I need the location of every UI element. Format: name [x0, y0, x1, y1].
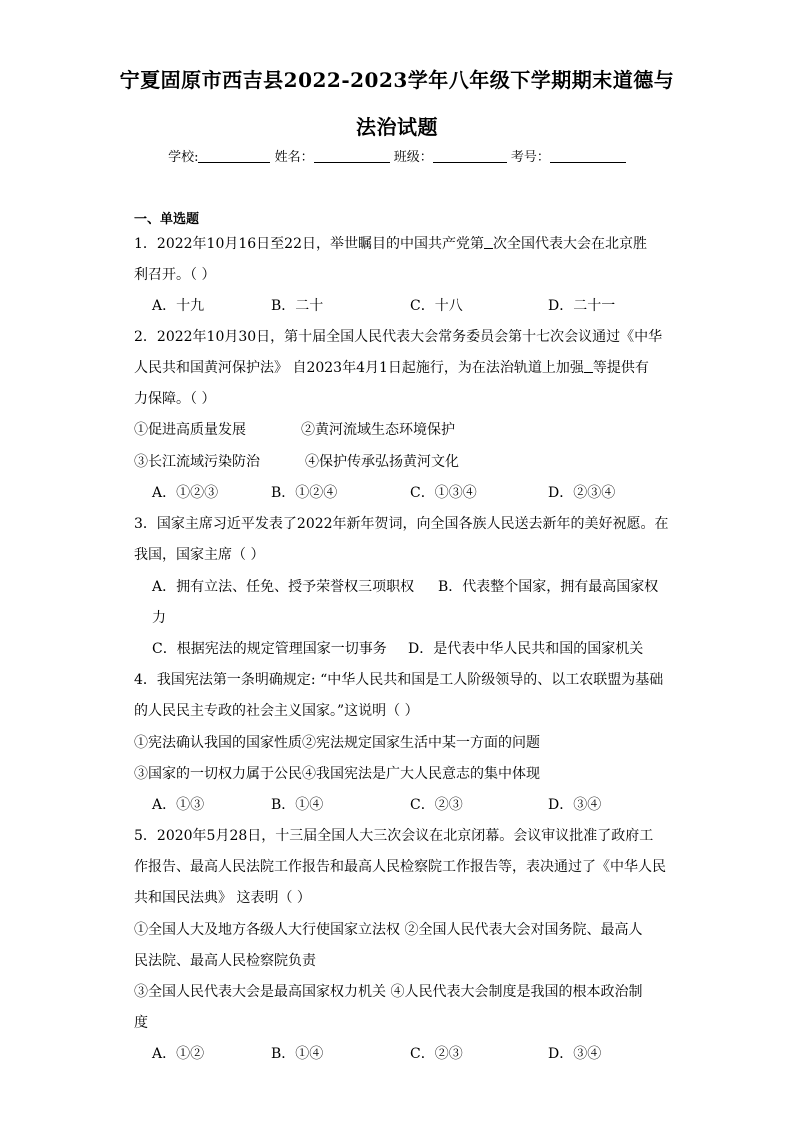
- statement-line: 度: [134, 1015, 148, 1031]
- option-row: [152, 482, 672, 502]
- school-label: 学校:: [168, 150, 199, 165]
- option-d: D．②③④: [548, 485, 616, 501]
- statement-line: ①宪法确认我国的国家性质②宪法规定国家生活中某一方面的问题: [134, 735, 540, 751]
- statement-line: ③长江流域污染防治 ④保护传承弘扬黄河文化: [134, 454, 459, 470]
- option-d: D．③④: [548, 797, 602, 813]
- exam-title-line1: 宁夏固原市西吉县2022-2023学年八年级下学期期末道德与: [119, 68, 675, 92]
- name-label: 姓名：: [274, 150, 314, 165]
- option-b: B．①②④: [271, 485, 338, 501]
- section-title: 一、单选题: [134, 212, 200, 227]
- statement-line: ①促进高质量发展 ②黄河流域生态环境保护: [134, 422, 455, 438]
- statement-line: ①全国人大及地方各级人大行使国家立法权 ②全国人民代表大会对国务院、最高人: [134, 922, 643, 938]
- statement-line: ③全国人民代表大会是最高国家权力机关 ④人民代表大会制度是我国的根本政治制: [134, 984, 643, 1000]
- option-row: [152, 794, 672, 814]
- option-d: D．二十一: [548, 298, 616, 314]
- option-a: A．①③: [152, 797, 205, 813]
- option-b: B．二十: [271, 298, 324, 314]
- option-c: C．②③: [410, 1046, 463, 1062]
- question-stem: 我国，国家主席（ ）: [134, 547, 265, 563]
- option-d: D．③④: [548, 1046, 602, 1062]
- option-b: B．代表整个国家，拥有最高国家权: [438, 579, 659, 595]
- fill-blank: [484, 236, 493, 249]
- option-row: [152, 295, 672, 315]
- question-stem: 力保障。（ ）: [134, 391, 216, 407]
- option-a: A．拥有立法、任免、授予荣誉权三项职权: [152, 579, 415, 595]
- class-blank: [433, 148, 507, 163]
- option-b: B．①④: [271, 1046, 324, 1062]
- question-stem: 2．2022年10月30日，第十届全国人民代表大会常务委员会第十七次会议通过《中华: [134, 329, 663, 345]
- option-row: [152, 576, 672, 596]
- option-row: [152, 638, 672, 658]
- class-label: 班级：: [393, 150, 433, 165]
- fill-blank: [584, 360, 593, 373]
- option-row: [152, 1043, 672, 1063]
- option-a: A．①②③: [152, 485, 219, 501]
- option-c: C．根据宪法的规定管理国家一切事务: [152, 641, 387, 657]
- option-b-continued: 力: [152, 610, 166, 626]
- question-stem: 作报告、最高人民法院工作报告和最高人民检察院工作报告等，表决通过了《中华人民: [134, 859, 666, 875]
- option-b: B．①④: [271, 797, 324, 813]
- option-c: C．十八: [410, 298, 463, 314]
- option-a: A．十九: [152, 298, 205, 314]
- question-stem: 3．国家主席习近平发表了2022年新年贺词，向全国各族人民送去新年的美好祝愿。在: [134, 516, 669, 532]
- question-stem: 5．2020年5月28日，十三届全国人大三次会议在北京闭幕。会议审议批准了政府工: [134, 828, 654, 844]
- question-stem: 人民共和国黄河保护法》 自2023年4月1日起施行，为在法治轨道上加强 等提供有: [134, 360, 649, 376]
- exam-number-blank: [550, 148, 626, 163]
- statement-line: ③国家的一切权力属于公民④我国宪法是广大人民意志的集中体现: [134, 766, 540, 782]
- statement-line: 民法院、最高人民检察院负责: [134, 953, 316, 969]
- school-blank: [198, 148, 270, 163]
- name-blank: [314, 148, 390, 163]
- option-wrap: [152, 607, 672, 627]
- student-info-row: [0, 146, 794, 165]
- question-stem: 4．我国宪法第一条明确规定: “中华人民共和国是工人阶级领导的、以工农联盟为基础: [134, 672, 664, 688]
- exam-title-line2: 法治试题: [356, 115, 438, 139]
- exam-number-label: 考号：: [510, 150, 550, 165]
- option-c: C．①③④: [410, 485, 477, 501]
- option-c: C．②③: [410, 797, 463, 813]
- question-stem: 共和国民法典》 这表明（ ）: [134, 890, 311, 906]
- question-stem: 利召开。（ ）: [134, 267, 216, 283]
- question-stem: 的人民民主专政的社会主义国家。”这说明（ ）: [134, 703, 419, 719]
- option-d: D．是代表中华人民共和国的国家机关: [408, 641, 644, 657]
- option-a: A．①②: [152, 1046, 205, 1062]
- question-stem: 1．2022年10月16日至22日，举世瞩目的中国共产党第 次全国代表大会在北京胜: [134, 236, 647, 252]
